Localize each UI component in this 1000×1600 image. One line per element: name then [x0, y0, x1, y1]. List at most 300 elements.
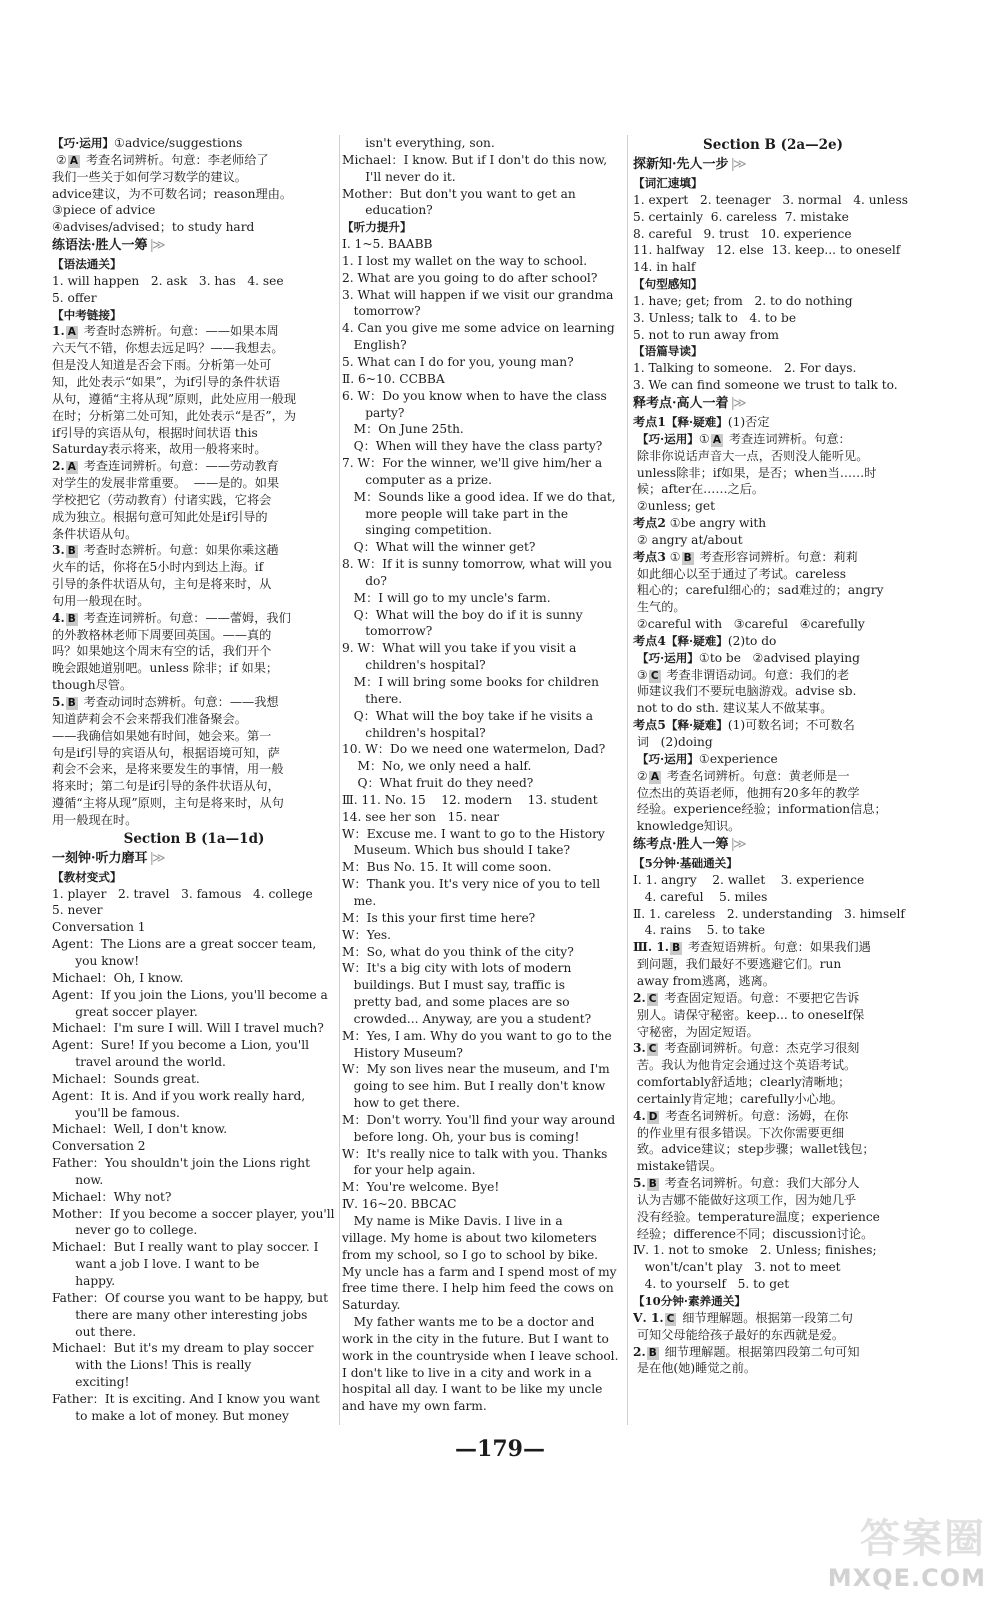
text-run: 考查形容词辨析。句意：莉莉 [695, 549, 858, 564]
text-run: Ⅰ. 1. angry 2. wallet 3. experience [633, 872, 865, 887]
text-run: 4. to yourself 5. to get [633, 1277, 790, 1292]
text-line [342, 640, 618, 657]
text-line [633, 1024, 913, 1041]
text-run: Father：You shouldn't join the Lions right [52, 1156, 311, 1171]
text-line [633, 973, 913, 990]
text-run: M：No, we only need a half. [342, 759, 532, 774]
text-line [52, 1222, 336, 1239]
text-line [342, 455, 618, 472]
text-run: free time there. I help him feed the cows on [342, 1281, 614, 1296]
text-run: work in the countryside when I leave school. [342, 1348, 618, 1363]
text-run: 候；after在……之后。 [633, 482, 765, 497]
text-line [52, 761, 336, 778]
text-line [342, 1028, 618, 1045]
item-number: 4. [633, 1108, 646, 1123]
item-number: 5. [633, 1176, 646, 1191]
text-line [342, 674, 618, 691]
text-line [342, 1381, 618, 1398]
text-run: there are many other interesting jobs [52, 1307, 308, 1322]
text-run: 4. rains 5. to take [633, 923, 766, 938]
text-line [342, 421, 618, 438]
text-line [52, 1020, 336, 1037]
text-line [342, 506, 618, 523]
text-run: Q：What will the boy take if he visits a [342, 708, 594, 723]
text-run: 经验；difference不同；discussion讨论。 [633, 1226, 874, 1241]
banner-heading [633, 394, 913, 414]
section-label: 【词汇速填】 [633, 176, 703, 190]
text-run: M：On June 25th. [342, 422, 464, 437]
text-run: you'll be famous. [52, 1105, 180, 1120]
text-line [342, 691, 618, 708]
text-run: work in the city in the future. But I want to [342, 1331, 609, 1346]
answer-letter-badge: B [648, 1178, 657, 1191]
text-line [633, 226, 913, 243]
answer-letter-badge: A [712, 433, 721, 446]
answer-letter-badge: C [650, 669, 659, 682]
text-run: 考查副词辨析。句意：杰克学习很刻 [660, 1041, 860, 1056]
text-run: how to get there. [342, 1096, 460, 1111]
text-line [342, 303, 618, 320]
text-line [633, 209, 913, 226]
text-run: 3. Unless; talk to 4. to be [633, 310, 797, 325]
text-run: 莉会不会来，是将来要发生的事情，用一般 [52, 762, 284, 777]
text-run: village. My home is about two kilometers [342, 1230, 597, 1245]
text-run: M：Sounds like a good idea. If we do that, [342, 489, 616, 504]
section-label: 【释·疑难】 [665, 718, 728, 733]
text-line [342, 758, 618, 775]
text-run: ①to be ②advised playing [698, 650, 860, 665]
section-label: 【5分钟·基础通关】 [633, 856, 738, 871]
text-line [633, 616, 913, 633]
answer-letter-badge: A [67, 326, 76, 339]
text-run: ③ [633, 667, 648, 682]
text-run: pretty bad, and some places are so [342, 995, 570, 1010]
text-run: 细节理解题。根据第四段第二句可知 [660, 1344, 860, 1359]
text-run: ② angry at/about [633, 532, 743, 547]
text-run: Q：When will they have the class party? [342, 439, 603, 454]
column-divider-left [339, 135, 340, 1425]
text-line [342, 876, 618, 893]
text-line [342, 1061, 618, 1078]
answer-letter-badge: D [648, 1110, 658, 1123]
text-line [52, 1037, 336, 1054]
text-run: hospital all day. I want to be like my uncle [342, 1382, 603, 1397]
text-line [342, 826, 618, 843]
text-line [52, 987, 336, 1004]
text-line [342, 607, 618, 624]
text-line [342, 1398, 618, 1415]
text-line [633, 939, 913, 956]
text-run: 晚会跟她道别吧。unless 除非；if 如果； [52, 661, 279, 676]
text-run: 没有经验。temperature温度；experience [633, 1209, 880, 1224]
text-line [52, 643, 336, 660]
text-line [342, 842, 618, 859]
section-label: 【句型感知】 [633, 277, 703, 292]
text-line [342, 893, 618, 910]
chevron-icon: |≫ [147, 850, 164, 866]
text-run: from my school, so I go to school by bike. [342, 1247, 599, 1262]
text-run: more people will take part in the [342, 506, 569, 521]
text-line [633, 1344, 913, 1361]
text-line [342, 388, 618, 405]
text-run: Ⅱ. 6~10. CCBBA [342, 371, 445, 386]
text-run: Michael：I know. But if I don't do this now, [342, 152, 608, 167]
answer-letter-badge: B [67, 612, 76, 625]
text-line [633, 768, 913, 785]
text-line [52, 1324, 336, 1341]
text-run: 用一般现在时。 [52, 812, 138, 827]
text-run: tomorrow? [342, 304, 421, 319]
text-run: computer as a prize. [342, 472, 492, 487]
text-run: ② [52, 152, 67, 167]
text-run: 致。advice建议；step步骤；wallet钱包； [633, 1142, 875, 1157]
text-line [633, 192, 913, 209]
item-number: 3. [633, 1041, 646, 1056]
text-line [52, 1071, 336, 1088]
text-line [633, 633, 913, 650]
text-line [52, 1004, 336, 1021]
text-run: 经验。experience经验；information信息； [633, 802, 887, 817]
watermark-logo [828, 1507, 986, 1592]
text-run: ① [665, 549, 681, 564]
text-line [52, 458, 336, 475]
text-line [342, 1213, 618, 1230]
text-run: 11. halfway 12. else 13. keep... to oneself [633, 243, 901, 258]
text-line [633, 1327, 913, 1344]
text-line [342, 960, 618, 977]
text-line [342, 169, 618, 186]
text-run: 知道萨莉会不会来帮我们准备聚会。 [52, 711, 247, 726]
text-run: 1. player 2. travel 3. famous 4. college [52, 886, 313, 901]
text-run: 1. have; get; from 2. to do nothing [633, 293, 853, 308]
text-run: 但是没人知道是否会下雨。分析第一处可 [52, 358, 272, 373]
text-line [633, 818, 913, 835]
text-run: 考查名词辨析。句意：汤姆，在你 [661, 1108, 849, 1123]
section-label: 【语篇导读】 [633, 344, 703, 359]
text-line [52, 357, 336, 374]
text-line [52, 1155, 336, 1172]
text-run: 7. W：For the winner, we'll give him/her a [342, 456, 603, 471]
text-line [52, 886, 336, 903]
text-run: advice建议，为不可数名词；reason理由。 [52, 186, 293, 201]
text-run: Q：What will the boy do if it is sunny [342, 607, 583, 622]
text-run: certainly肯定地；carefully小心地。 [633, 1091, 844, 1106]
text-run: won't/can't play 3. not to meet [633, 1260, 841, 1275]
text-run: History Museum? [342, 1045, 463, 1060]
text-run: 考查名词辨析。句意：我们大部分人 [660, 1176, 860, 1191]
text-line [342, 354, 618, 371]
text-line [52, 273, 336, 290]
text-run: before long. Oh, your bus is coming! [342, 1129, 580, 1144]
text-run: exciting! [52, 1375, 130, 1390]
text-line [342, 741, 618, 758]
text-line [633, 1192, 913, 1209]
text-run: ① [698, 431, 710, 446]
text-line [342, 1280, 618, 1297]
text-line [52, 256, 336, 273]
text-line [52, 1256, 336, 1273]
text-run: 将来时；第二句是if引导的条件状语从句， [52, 779, 280, 794]
text-line [633, 667, 913, 684]
text-line [342, 725, 618, 742]
text-run: 师建议我们不要玩电脑游戏。advise sb. [633, 684, 857, 699]
text-line [633, 906, 913, 923]
text-run: Ⅱ. 1. careless 2. understanding 3. himself [633, 906, 905, 921]
text-run: 考查名词辨析。句意：李老师给了 [81, 152, 269, 167]
text-line [633, 327, 913, 344]
text-run: 8. careful 9. trust 10. experience [633, 226, 852, 241]
text-run: My name is Mike Davis. I live in a [342, 1214, 563, 1228]
text-line [52, 1307, 336, 1324]
item-number: 3. [52, 543, 65, 558]
text-run: 14. in half [633, 260, 696, 275]
text-line [633, 1310, 913, 1327]
text-run: for your help again. [342, 1163, 476, 1178]
text-line [52, 1408, 336, 1425]
text-line [342, 1297, 618, 1314]
text-run: 3. What will happen if we visit our grandma [342, 287, 614, 302]
text-line [342, 186, 618, 203]
section-label: 【10分钟·素养通关】 [633, 1294, 746, 1308]
text-line [342, 270, 618, 287]
text-line [52, 919, 336, 936]
text-line [633, 683, 913, 700]
text-line [633, 1360, 913, 1377]
answer-letter-badge: B [672, 942, 681, 955]
text-run: 5. not to run away from [633, 327, 779, 342]
text-run: 4. careful 5. miles [633, 889, 768, 904]
text-run: Agent：The Lions are a great soccer team, [52, 937, 317, 952]
text-run: 6. W：Do you know when to have the class [342, 388, 607, 403]
text-line [52, 711, 336, 728]
text-line [52, 1340, 336, 1357]
text-line [52, 542, 336, 559]
text-run: great soccer player. [52, 1004, 198, 1019]
text-run: travel around the world. [52, 1055, 226, 1070]
text-line [633, 549, 913, 566]
text-line [633, 1259, 913, 1276]
text-run: going to see him. But I really don't know [342, 1079, 606, 1094]
text-run: M：You're welcome. Bye! [342, 1180, 500, 1195]
text-run: there. [342, 691, 403, 706]
text-run: 知，此处表示“如果”，为if引导的条件状语 [52, 374, 281, 389]
text-run: children's hospital? [342, 725, 486, 740]
text-line [342, 1314, 618, 1331]
text-line [342, 573, 618, 590]
text-line [342, 253, 618, 270]
text-run: 的作业里有很多错误。下次你需要更细 [633, 1125, 845, 1140]
text-column-middle [342, 135, 618, 1415]
text-line [52, 610, 336, 627]
text-line [633, 1209, 913, 1226]
text-line [342, 472, 618, 489]
text-run: ①advice/suggestions [114, 136, 243, 150]
section-label: 【中考链接】 [52, 307, 122, 322]
text-run: to make a lot of money. But money [52, 1408, 289, 1423]
text-run: tomorrow? [342, 624, 433, 639]
text-line [633, 990, 913, 1007]
text-line [52, 795, 336, 812]
text-line [633, 515, 913, 532]
text-run: 苦。我认为他肯定会通过这个英语考试。 [633, 1058, 857, 1073]
text-run: 1. expert 2. teenager 3. normal 4. unless [633, 192, 909, 207]
answer-letter-badge: A [69, 154, 78, 167]
text-line [633, 448, 913, 465]
text-run: 学校把它（劳动教育）付诸实践，它将会 [52, 492, 272, 507]
text-run: Conversation 2 [52, 1139, 146, 1154]
item-number: 2. [52, 459, 65, 474]
text-line [633, 734, 913, 751]
text-run: 可知父母能给孩子最好的东西就是爱。 [633, 1327, 845, 1342]
text-run: buildings. But I must say, traffic is [342, 978, 566, 993]
column-divider-right [627, 135, 628, 1425]
answer-letter-badge: B [67, 697, 76, 709]
text-line [52, 1357, 336, 1374]
text-run: 一刻钟·听力磨耳 [52, 850, 148, 866]
text-run: 2. What are you going to do after school? [342, 270, 598, 285]
text-line [633, 1242, 913, 1259]
text-run: Michael：Well, I don't know. [52, 1122, 228, 1137]
banner-heading [633, 155, 913, 175]
text-run: Father：Of course you want to be happy, but [52, 1290, 328, 1305]
text-line [633, 922, 913, 939]
text-run: 是在他(她)睡觉之前。 [633, 1361, 757, 1376]
text-run: Ⅳ. 1. not to smoke 2. Unless; finishes; [633, 1243, 877, 1258]
text-run: 3. We can find someone we trust to talk to. [633, 378, 898, 393]
item-number: 考点3 [633, 549, 666, 564]
text-run: 条件状语从句。 [52, 526, 138, 541]
text-run: education? [342, 203, 433, 218]
text-line [342, 1179, 618, 1196]
text-run: ①experience [698, 751, 778, 766]
text-line [342, 539, 618, 556]
text-run: unless除非；if如果，是否；when当……时 [633, 465, 877, 480]
text-line [52, 1374, 336, 1391]
text-column-left [52, 135, 336, 1425]
text-run: M：Is this your first time here? [342, 910, 536, 925]
text-run: 认为吉娜不能做好这项工作，因为她几乎 [633, 1192, 857, 1207]
text-line [342, 1146, 618, 1163]
text-run: My father wants me to be a doctor and [342, 1315, 595, 1330]
section-label: 【巧·运用】 [636, 650, 699, 665]
text-line [342, 1078, 618, 1095]
text-line [342, 590, 618, 607]
text-run: 句是if引导的宾语从句，根据语境可知，萨 [52, 745, 280, 760]
text-line [52, 441, 336, 458]
text-line [52, 1273, 336, 1290]
answer-letter-badge: C [648, 992, 657, 1005]
text-line [52, 475, 336, 492]
text-run: Mother：If you become a soccer player, you'll [52, 1206, 335, 1221]
text-line [633, 1007, 913, 1024]
text-run: My uncle has a farm and I spend most of my [342, 1264, 617, 1279]
text-run: 释考点·高人一着 [633, 395, 729, 411]
chevron-icon: |≫ [728, 395, 745, 411]
answer-letter-badge: A [67, 461, 76, 474]
text-line [633, 1074, 913, 1091]
text-run: Saturday表示将来，故用一般将来时。 [52, 442, 267, 457]
text-line [52, 660, 336, 677]
text-run: ④advises/advised；to study hard [52, 220, 255, 235]
text-line [633, 1108, 913, 1125]
text-run: singing competition. [342, 523, 492, 538]
text-run: want a job I love. I want to be [52, 1257, 260, 1272]
section-label: 【释·疑难】 [665, 633, 728, 648]
text-line [52, 953, 336, 970]
text-line [52, 677, 336, 694]
text-line [52, 745, 336, 762]
text-run: 从句，遵循“主将从现”原则，此处应用一般现 [52, 391, 297, 406]
text-line [342, 489, 618, 506]
text-line [52, 1088, 336, 1105]
text-line [342, 337, 618, 354]
banner-heading [633, 835, 913, 855]
text-run: Q：What fruit do they need? [342, 776, 534, 791]
text-run: Agent：If you join the Lions, you'll become a [52, 987, 328, 1002]
text-line [633, 717, 913, 734]
text-line [633, 431, 913, 448]
text-line [52, 936, 336, 953]
text-line [342, 320, 618, 337]
text-line [342, 219, 618, 236]
text-run: 在时；分析第二处可知，此处表示“是否”，为 [52, 408, 297, 423]
text-run: 1. will happen 2. ask 3. has 4. see [52, 273, 284, 288]
text-run: Ⅳ. 16~20. BBCAC [342, 1197, 457, 1212]
item-number: 2. [633, 1344, 646, 1359]
text-run: M：I will go to my uncle's farm. [342, 590, 551, 605]
text-line [633, 566, 913, 583]
answer-letter-badge: A [650, 770, 659, 783]
text-line [633, 360, 913, 377]
text-run: M：Yes, I am. Why do you want to go to the [342, 1028, 612, 1043]
text-run: Museum. Which bus should I take? [342, 843, 571, 858]
text-run: Michael：Oh, I know. [52, 970, 184, 985]
text-run: 遵循“主将从现”原则，主句是将来时，从句 [52, 796, 284, 811]
text-run: W：Excuse me. I want to go to the History [342, 826, 605, 841]
text-line [633, 1057, 913, 1074]
text-run: 探新知·先人一步 [633, 157, 729, 172]
text-run: ② [633, 768, 648, 783]
text-line [52, 1391, 336, 1408]
text-run: though尽管。 [52, 678, 133, 693]
text-run: 10. W：Do we need one watermelon, Dad? [342, 742, 606, 757]
answer-letter-badge: C [648, 1043, 657, 1056]
text-run: 我们一些关于如何学习数学的建议。 [52, 169, 247, 184]
text-run: M：I will bring some books for children [342, 675, 599, 689]
text-run: I'll never do it. [342, 169, 456, 184]
chevron-icon: |≫ [728, 157, 745, 172]
text-run: 引导的条件状语从句，主句是将来时，从 [52, 577, 272, 592]
section-label: 【语法通关】 [52, 257, 122, 272]
page-number: —179— [455, 1436, 545, 1462]
text-run: happy. [52, 1274, 116, 1288]
text-line [52, 526, 336, 543]
text-line [342, 1348, 618, 1365]
text-line [633, 751, 913, 768]
text-run: Michael：Sounds great. [52, 1071, 200, 1086]
text-line [633, 242, 913, 259]
text-run: 到问题，我们最好不要逃避它们。run [633, 957, 842, 972]
section-label: 【巧·运用】 [636, 431, 699, 446]
text-line [342, 809, 618, 826]
text-line [633, 481, 913, 498]
text-line [52, 627, 336, 644]
text-run: Michael：But it's my dream to play soccer [52, 1341, 314, 1356]
text-run: Conversation 1 [52, 920, 146, 935]
text-run: 5. certainly 6. careless 7. mistake [633, 209, 849, 224]
text-line [342, 623, 618, 640]
text-line [342, 1365, 618, 1382]
